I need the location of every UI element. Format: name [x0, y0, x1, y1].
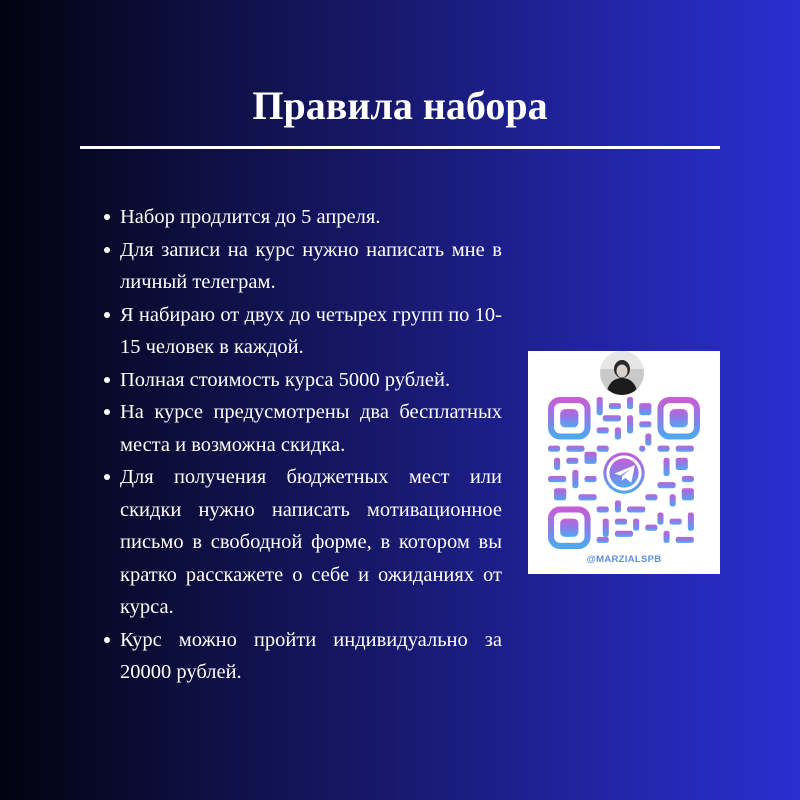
telegram-icon: [603, 452, 644, 493]
rule-text: Для получения бюджетных мест или скидки нужно написать мотивационное письмо в свободной форме, в котором вы кратко расскажете о себе и ожиданиях от курса.: [120, 466, 502, 618]
rules-list: [100, 201, 502, 689]
qr-code: [548, 397, 700, 549]
page-title: Правила набора: [252, 83, 548, 128]
rule-item-5: [100, 396, 502, 461]
avatar: [600, 351, 644, 395]
bullet-icon: [104, 409, 110, 415]
rule-text: Я набираю от двух до четырех групп по 10-15 человек в каждой.: [120, 303, 502, 358]
rule-item-1: [100, 201, 502, 234]
bullet-icon: [104, 312, 110, 318]
rule-item-4: [100, 364, 502, 397]
bullet-icon: [104, 637, 110, 643]
bullet-icon: [104, 474, 110, 480]
rule-item-7: [100, 624, 502, 689]
rule-item-3: [100, 299, 502, 364]
rule-item-6: [100, 461, 502, 624]
bullet-icon: [104, 214, 110, 220]
bullet-icon: [104, 247, 110, 253]
rule-text: Для записи на курс нужно написать мне в личный телеграм.: [120, 238, 502, 293]
rule-text: Набор продлится до 5 апреля.: [120, 206, 381, 228]
rule-text: На курсе предусмотрены два бесплатных места и возможна скидка.: [120, 401, 502, 456]
telegram-handle: @MARZIALSPB: [586, 554, 662, 565]
rule-text: Полная стоимость курса 5000 рублей.: [120, 368, 451, 391]
rule-text: Курс можно пройти индивидуально за 20000 рублей.: [120, 628, 502, 683]
title-divider: [80, 146, 720, 149]
bullet-icon: [104, 377, 110, 383]
telegram-qr-card: [528, 351, 720, 574]
rule-item-2: [100, 234, 502, 299]
